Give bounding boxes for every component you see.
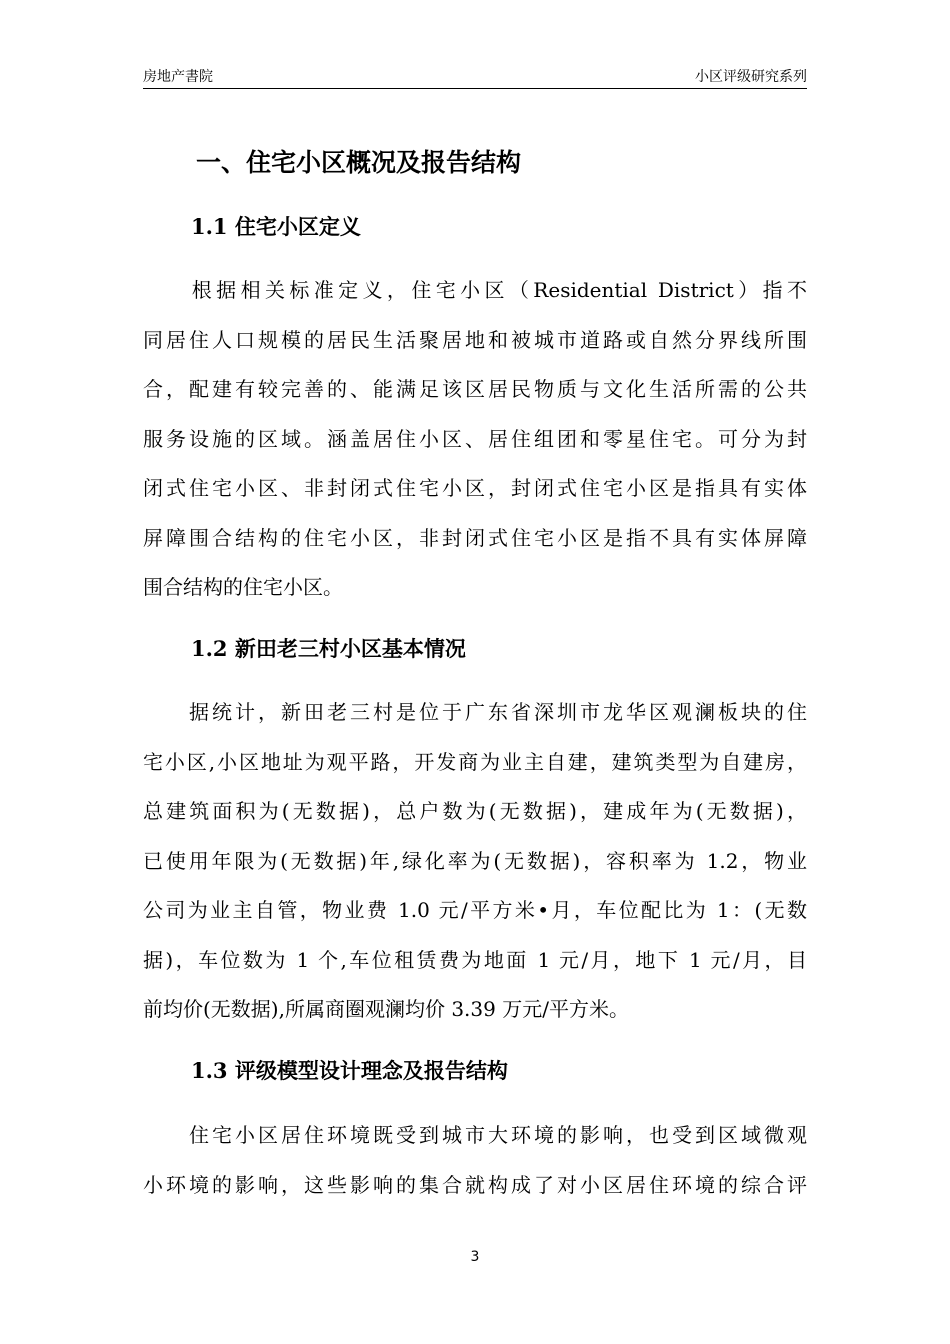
paragraph-line: 服务设施的区域。涵盖居住小区、居住组团和零星住宅。可分为封 — [143, 426, 807, 451]
paragraph-line: 总建筑面积为(无数据)，总户数为(无数据)，建成年为(无数据)， — [143, 799, 807, 823]
paragraph-line: 围合结构的住宅小区。 — [143, 575, 343, 599]
paragraph-line: 闭式住宅小区、非封闭式住宅小区，封闭式住宅小区是指具有实体 — [143, 476, 807, 500]
paragraph-line: 宅小区,小区地址为观平路，开发商为业主自建，建筑类型为自建房， — [143, 749, 807, 774]
paragraph-line: 小环境的影响，这些影响的集合就构成了对小区居住环境的综合评 — [143, 1172, 807, 1197]
paragraph-line: 已使用年限为(无数据)年,绿化率为(无数据)，容积率为 1.2，物业 — [143, 848, 807, 873]
header-divider — [143, 88, 807, 89]
paragraph-line: 据)，车位数为 1 个,车位租赁费为地面 1 元/月，地下 1 元/月，目 — [143, 947, 807, 972]
header-publisher: 房地产書院 — [143, 69, 213, 85]
section-title: 一、住宅小区概况及报告结构 — [196, 148, 522, 177]
paragraph-line: 根据相关标准定义，住宅小区（Residential District）指不 — [143, 278, 807, 302]
page-header — [143, 68, 807, 90]
subsection-title-1-2: 1.2 新田老三村小区基本情况 — [191, 636, 466, 661]
paragraph-line: 同居住人口规模的居民生活聚居地和被城市道路或自然分界线所围 — [143, 327, 807, 352]
paragraph-line: 公司为业主自管，物业费 1.0 元/平方米•月，车位配比为 1：(无数 — [143, 898, 807, 922]
paragraph-line: 屏障围合结构的住宅小区，非封闭式住宅小区是指不具有实体屏障 — [143, 525, 807, 550]
header-series-title: 小区评级研究系列 — [695, 69, 807, 85]
paragraph-rating-model-design — [143, 1120, 807, 1219]
paragraph-residential-district-definition — [143, 275, 807, 622]
subsection-title-1-1: 1.1 住宅小区定义 — [191, 214, 361, 239]
paragraph-line: 前均价(无数据),所属商圈观澜均价 3.39 万元/平方米。 — [143, 997, 629, 1021]
paragraph-community-basic-info — [143, 697, 807, 1044]
paragraph-line: 据统计，新田老三村是位于广东省深圳市龙华区观澜板块的住 — [143, 700, 807, 724]
page-number: 3 — [470, 1249, 480, 1265]
paragraph-line: 合，配建有较完善的、能满足该区居民物质与文化生活所需的公共 — [143, 377, 807, 401]
subsection-title-1-3: 1.3 评级模型设计理念及报告结构 — [191, 1058, 508, 1083]
paragraph-line: 住宅小区居住环境既受到城市大环境的影响，也受到区域微观 — [143, 1123, 807, 1147]
